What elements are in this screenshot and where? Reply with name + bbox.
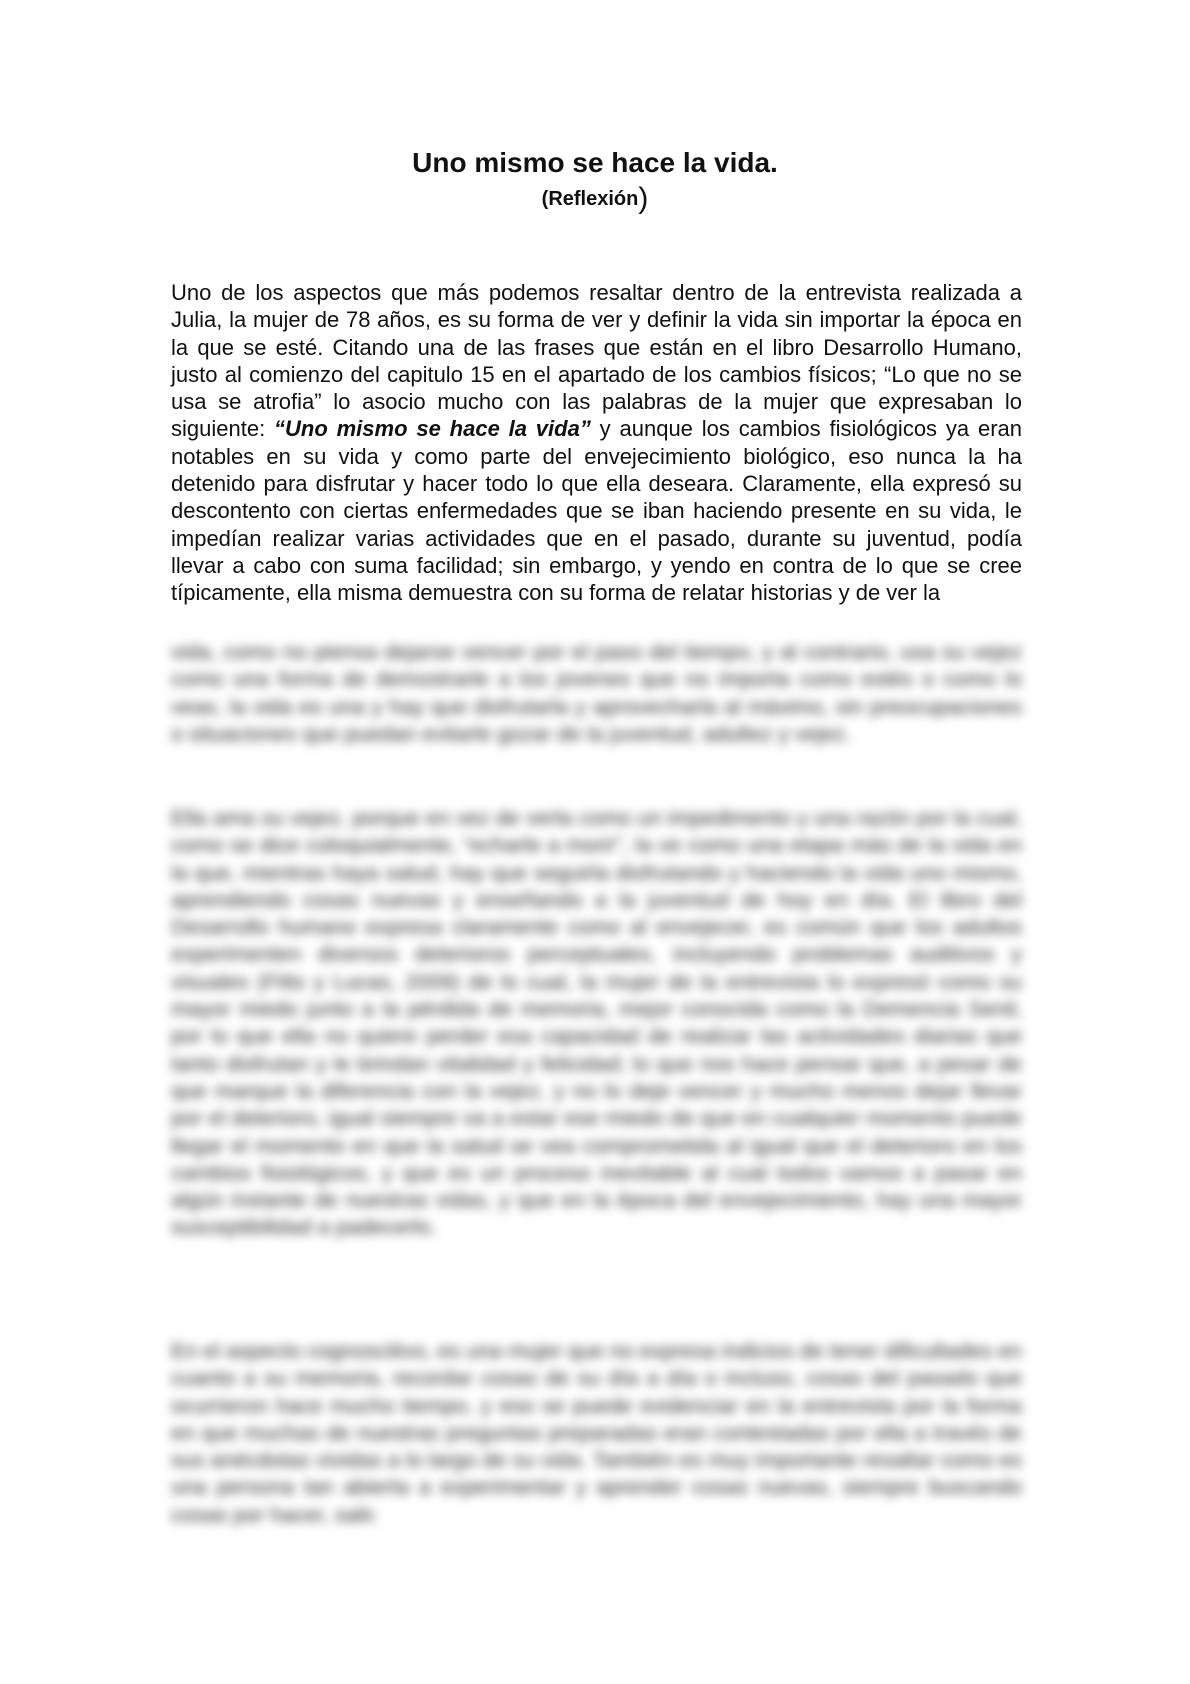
document-title: Uno mismo se hace la vida.	[412, 147, 778, 178]
paragraph-1-text-start: Uno de los aspectos que más podemos resaltar dentro de la entrevista realizada a Julia, la mujer de 78 años, es su forma de ver y definir la vida sin importar la época en la que se esté. Citando una de las frases que están en el libro Desarrollo Humano, justo al comienzo del capitulo 15 en el apartado de los cambios físicos; “Lo que no se usa se atrofia” lo asocio mucho con las palabras de la mujer que expresaban lo siguiente:	[171, 280, 1022, 442]
blurred-paragraph-2: Ella ama su vejez, porque en vez de verla como un impedimento y una razón por la cual, como se dice coloquialmente, “echarle a morir”, la ve como una etapa más de la vida en la que, mientras haya salud, hay que seguirla disfrutando y haciendo la vida uno mismo, aprendiendo cosas nuevas y enseñando a la juventud de hoy en día. El libro del Desarrollo humano expresa claramente como al envejecer, es común que los adultos experimenten diversos deterioros perceptuales, incluyendo problemas auditivos y visuales (Fitts y Lucas, 2009) de lo cual, la mujer de la entrevista lo expresó como su mayor miedo junto a la pérdida de memoria, mejor conocida como la Demencia Senil, por lo que ella no quiere perder esa capacidad de realizar las actividades diarias que tanto disfrutan y le brindan vitalidad y felicidad; lo que nos hace pensar que, a pesar de que marque la diferencia con la vejez, y no lo deje vencer y mucho menos dejar llevar por el deterioro, igual siempre va a estar ese miedo de que en cualquier momento puede llegar el momento en que la salud se vea comprometida al igual que el deterioro en los cambios fisiológicos, y que es un proceso inevitable al cual todos vamos a pasar en algún instante de nuestras vidas, y que en la época del envejecimiento, hay una mayor susceptibilidad a padecerlo.	[171, 806, 1022, 1240]
document-subtitle	[0, 182, 1190, 215]
blurred-paragraph-1-continuation: vida, como no piensa dejarse vencer por el paso del tiempo, y al contrario, usa su vejez como una forma de demostrarle a los jovenes que no importa como estés o como lo veas, la vida es una y hay que disfrutarla y aprovecharla al máximo, sin preocupaciones o situaciones que puedan evitarle gozar de la juventud, adultez y vejez.	[171, 640, 1022, 746]
paragraph-1-text-end: y aunque los cambios fisiológicos ya eran notables en su vida y como parte del envejecimiento biológico, eso nunca la ha detenido para disfrutar y hacer todo lo que ella deseara. Claramente, ella expresó su descontento con ciertas enfermedades que se iban haciendo presente en su vida, le impedían realizar varias actividades que en el pasado, durante su juventud, podía llevar a cabo con suma facilidad; sin embargo, y yendo en contra de lo que se cree típicamente, ella misma demuestra con su forma de relatar historias y de ver la	[171, 416, 1022, 606]
subtitle-text: (Reflexión	[541, 188, 639, 210]
blurred-paragraph-3: En el aspecto cognoscitivo, es una mujer que no expresa indicios de tener dificultades en cuanto a su memoria, recordar cosas de su día a día o incluso, cosas del pasado que ocurrieron hace mucho tiempo, y eso se puede evidenciar en la entrevista por la forma en que muchas de nuestras preguntas preparadas eran contestadas por ella a través de sus anécdotas vividas a lo largo de su vida. También es muy importante resaltar como es una persona tan abierta a experimentar y aprender cosas nuevas, siempre buscando cosas por hacer, salir.	[171, 1339, 1022, 1527]
subtitle-closing-paren: )	[638, 182, 649, 215]
emphasized-quote: “Uno mismo se hace la vida”	[274, 416, 591, 442]
paragraph-1	[171, 279, 1022, 607]
